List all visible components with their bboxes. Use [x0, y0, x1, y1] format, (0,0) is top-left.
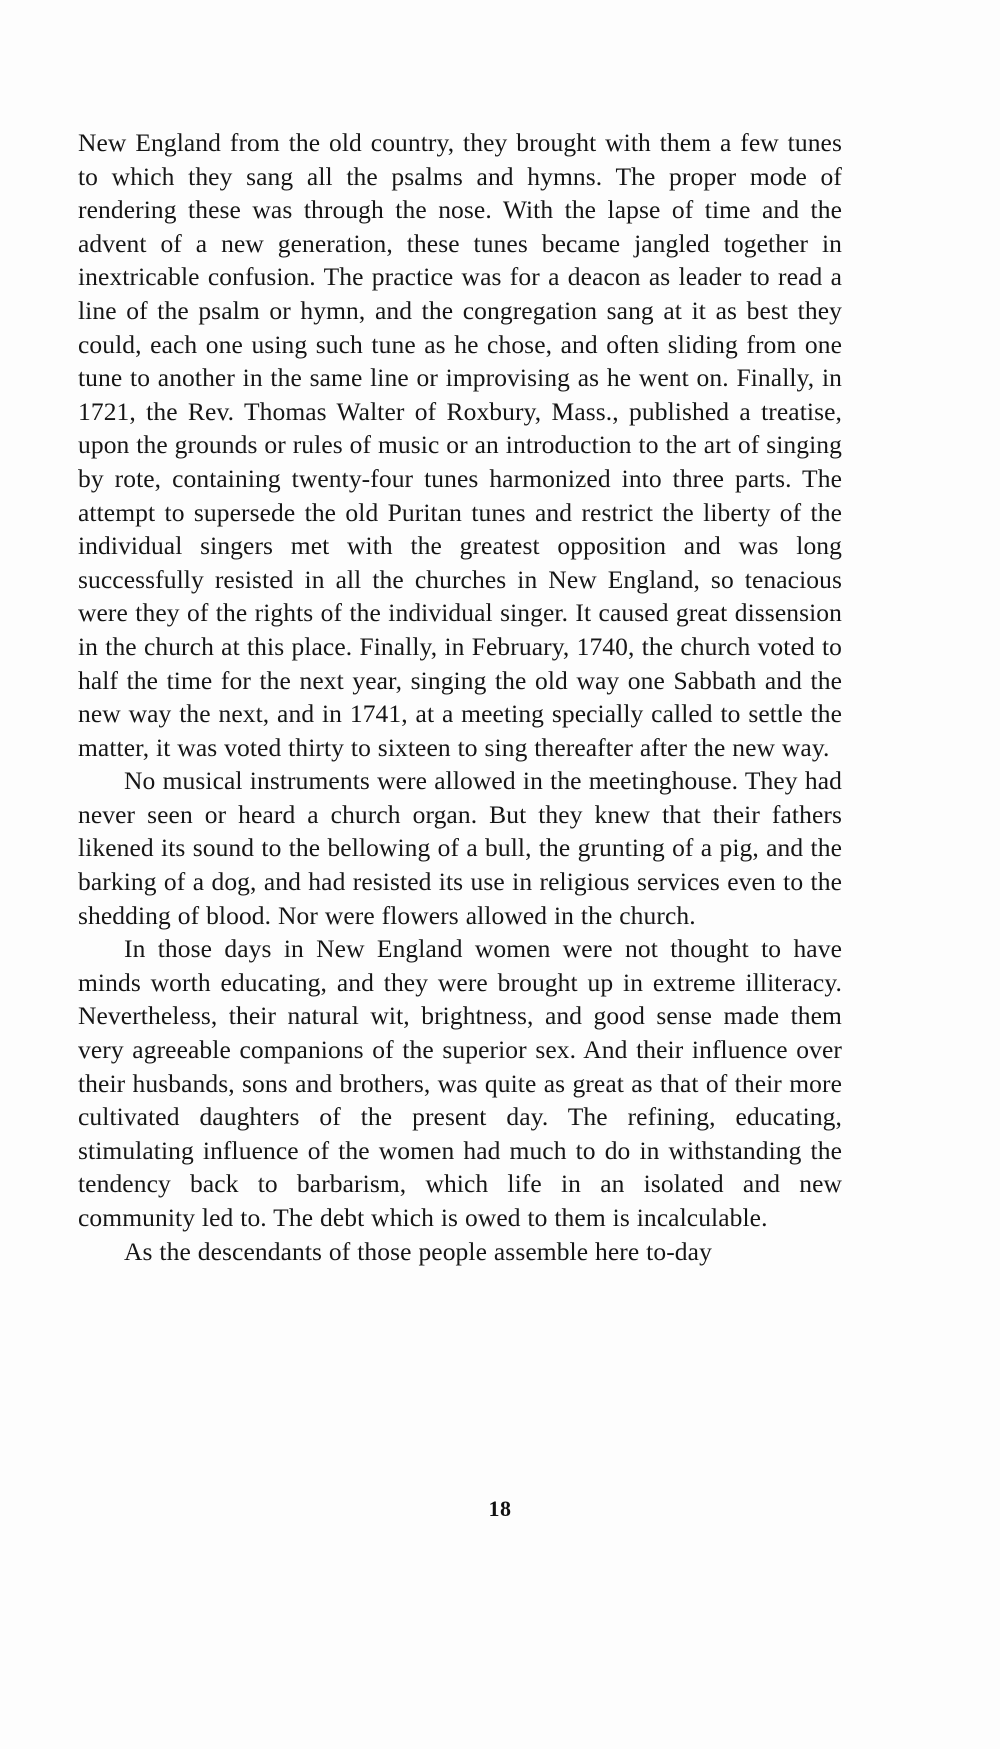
- page-number: 18: [488, 1496, 512, 1521]
- paragraph: New England from the old country, they brought with them a few tunes to which they sang all the psalms and hymns. The proper mode of rendering these was through the nose. With the lapse of time and the advent of a new generation, these tunes became jangled together in inextricable confusion. The practice was for a deacon as leader to read a line of the psalm or hymn, and the congregation sang at it as best they could, each one using such tune as he chose, and often sliding from one tune to another in the same line or improvising as he went on. Finally, in 1721, the Rev. Thomas Walter of Roxbury, Mass., published a treatise, upon the grounds or rules of music or an introduction to the art of singing by rote, containing twenty-four tunes harmonized into three parts. The attempt to supersede the old Puritan tunes and restrict the liberty of the individual singers met with the greatest opposition and was long successfully resisted in all the churches in New England, so tenacious were they of the rights of the individual singer. It caused great dissension in the church at this place. Finally, in February, 1740, the church voted to half the time for the next year, singing the old way one Sabbath and the new way the next, and in 1741, at a meeting specially called to settle the matter, it was voted thirty to sixteen to sing thereafter after the new way.: [78, 128, 842, 762]
- paragraph: As the descendants of those people assemble here to-day: [124, 1236, 712, 1266]
- body-text-column: [78, 126, 842, 1268]
- paragraph: In those days in New England women were not thought to have minds worth educating, and they were brought up in extreme illiteracy. Nevertheless, their natural wit, brightness, and good sense made them very agreeable companions of the superior sex. And their influence over their husbands, sons and brothers, was quite as great as that of their more cultivated daughters of the present day. The refining, educating, stimulating influence of the women had much to do in withstanding the tendency back to barbarism, which life in an isolated and new community led to. The debt which is owed to them is incalculable.: [78, 934, 842, 1232]
- paragraph: No musical instruments were allowed in the meetinghouse. They had never seen or heard a church organ. But they knew that their fathers likened its sound to the bellowing of a bull, the grunting of a pig, and the barking of a dog, and had resisted its use in religious services even to the shedding of blood. Nor were flowers allowed in the church.: [78, 766, 842, 930]
